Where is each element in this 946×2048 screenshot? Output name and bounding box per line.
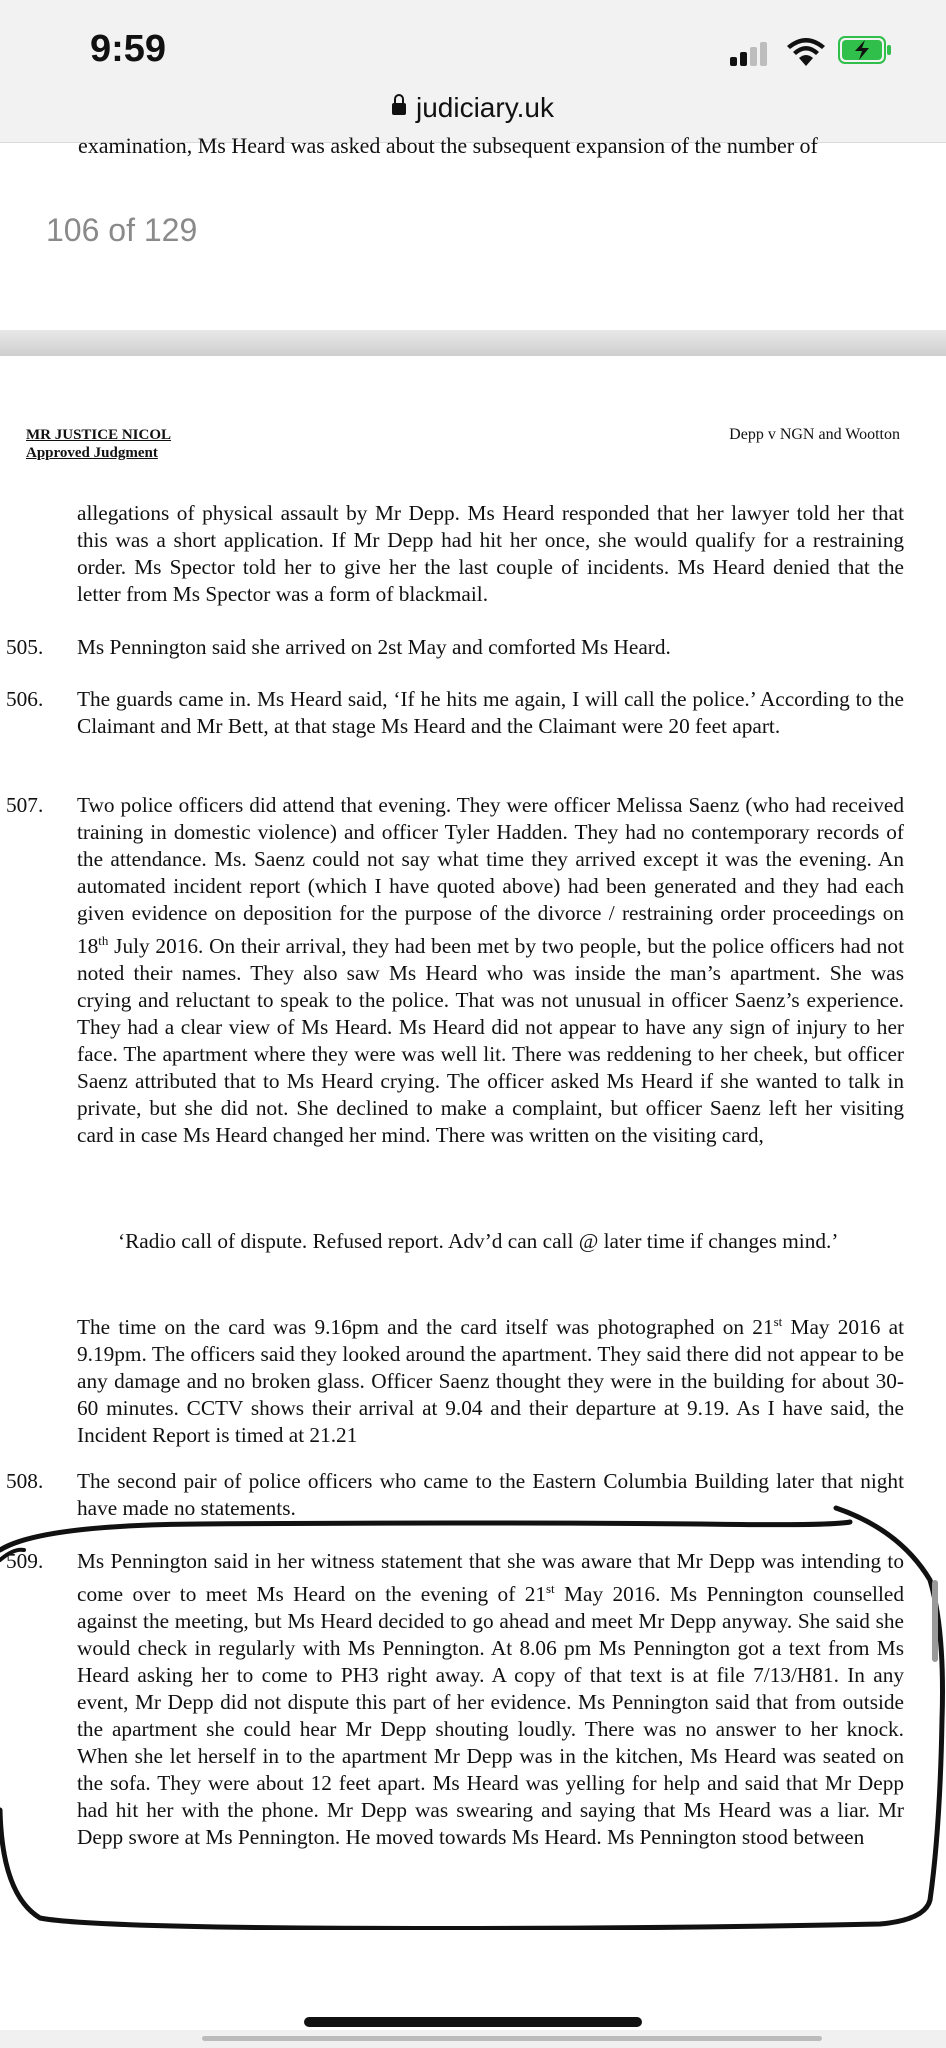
paragraph-506: The guards came in. Ms Heard said, ‘If he hits me again, I will call the police.’ According to the Claimant and Mr Bett, at that stage Ms Heard and the Claimant were 20 feet apart.	[77, 687, 904, 738]
horizontal-scroll-indicator[interactable]	[202, 2036, 822, 2041]
paragraph-number: 507.	[6, 793, 44, 817]
lock-icon	[392, 103, 406, 115]
judge-name: MR JUSTICE NICOL	[26, 427, 172, 443]
url-text: judiciary.uk	[416, 92, 554, 123]
vertical-scroll-indicator[interactable]	[932, 1580, 938, 1662]
paragraph-507: Two police officers did attend that evening. They were officer Melissa Saenz (who had received training in domestic violence) and officer Tyler Hadden. They had no contemporary records of the attendance. Ms. Saenz could not say what time they arrived except it was the evening. An automated incident report (which I have quoted above) had been generated and they had each given evidence on deposition for the purpose of the divorce / restraining order proceedings on 18th July 2016. On their arrival, they had been met by two people, but the police officers had not noted their names. They also saw Ms Heard who was inside the man’s apartment. She was crying and reluctant to speak to the police. That was not unusual in officer Saenz’s experience. They had a clear view of Ms Heard. Ms Heard did not appear to have any sign of injury to her face. The apartment where they were was well lit. There was reddening to her cheek, but officer Saenz attributed that to Ms Heard crying. The officer asked Ms Heard if she wanted to talk in private, but she did not. She declined to make a complaint, but officer Saenz left her visiting card in case Ms Heard changed her mind. There was written on the visiting card,	[77, 793, 904, 1148]
status-time: 9:59	[90, 28, 167, 70]
url-display[interactable]	[392, 92, 554, 124]
page-header-left	[26, 426, 171, 462]
page-separator	[0, 330, 946, 356]
home-indicator[interactable]	[304, 2017, 642, 2027]
paragraph-continuation: allegations of physical assault by Mr Depp. Ms Heard responded that her lawyer told her that this was a short application. If Mr Depp had hit her once, she would qualify for a restraining order. Ms Spector told her to give her the last couple of incidents. Ms Heard denied that the letter from Ms Spector was a form of blackmail.	[77, 501, 904, 606]
paragraph-508: The second pair of police officers who came to the Eastern Columbia Building later that night have made no statements.	[77, 1469, 904, 1520]
cellular-signal-icon	[730, 40, 772, 66]
paragraph-509: Ms Pennington said in her witness statement that she was aware that Mr Depp was intending to come over to meet Ms Heard on the evening of 21st May 2016. Ms Pennington counselled against the meeting, but Ms Heard decided to go ahead and meet Mr Depp anyway. She said she would check in regularly with Ms Pennington. At 8.06 pm Ms Pennington got a text from Ms Heard asking her to come to PH3 right away. A copy of that text is at file 7/13/H81. In any event, Mr Depp did not dispute this part of her evidence. Ms Pennington said that from outside the apartment she could hear Mr Depp shouting loudly. There was no answer to her knock. When she let herself in to the apartment Mr Depp was in the kitchen, Ms Heard was seated on the sofa. They were about 12 feet apart. Ms Heard was yelling for help and said that Mr Depp had hit her with the phone. Mr Depp was swearing and saying that Ms Heard was a liar. Mr Depp swore at Ms Pennington. He moved towards Ms Heard. Ms Pennington stood between	[77, 1549, 904, 1850]
approved-judgment: Approved Judgment	[26, 445, 158, 461]
battery-charging-icon	[838, 36, 892, 64]
wifi-icon	[786, 36, 826, 68]
previous-page-cut-line: examination, Ms Heard was asked about the subsequent expansion of the number of	[78, 133, 818, 158]
paragraph-505: Ms Pennington said she arrived on 2st May and comforted Ms Heard.	[77, 635, 671, 659]
page-indicator: 106 of 129	[46, 212, 198, 248]
paragraph-number: 509.	[6, 1549, 44, 1573]
paragraph-number: 505.	[6, 635, 44, 659]
case-name: Depp v NGN and Wootton	[729, 426, 900, 443]
visiting-card-quote: ‘Radio call of dispute. Refused report. Adv’d can call @ later time if changes mind.’	[118, 1229, 839, 1253]
paragraph-507-continued: The time on the card was 9.16pm and the card itself was photographed on 21st May 2016 at 9.19pm. The officers said they looked around the apartment. They said there did not appear to be any damage and no broken glass. Officer Saenz thought they were in the building for about 30-60 minutes. CCTV shows their arrival at 9.04 and their departure at 9.19. As I have said, the Incident Report is timed at 21.21	[77, 1314, 904, 1448]
paragraph-number: 506.	[6, 687, 44, 711]
status-bar	[0, 0, 946, 100]
paragraph-number: 508.	[6, 1469, 44, 1493]
